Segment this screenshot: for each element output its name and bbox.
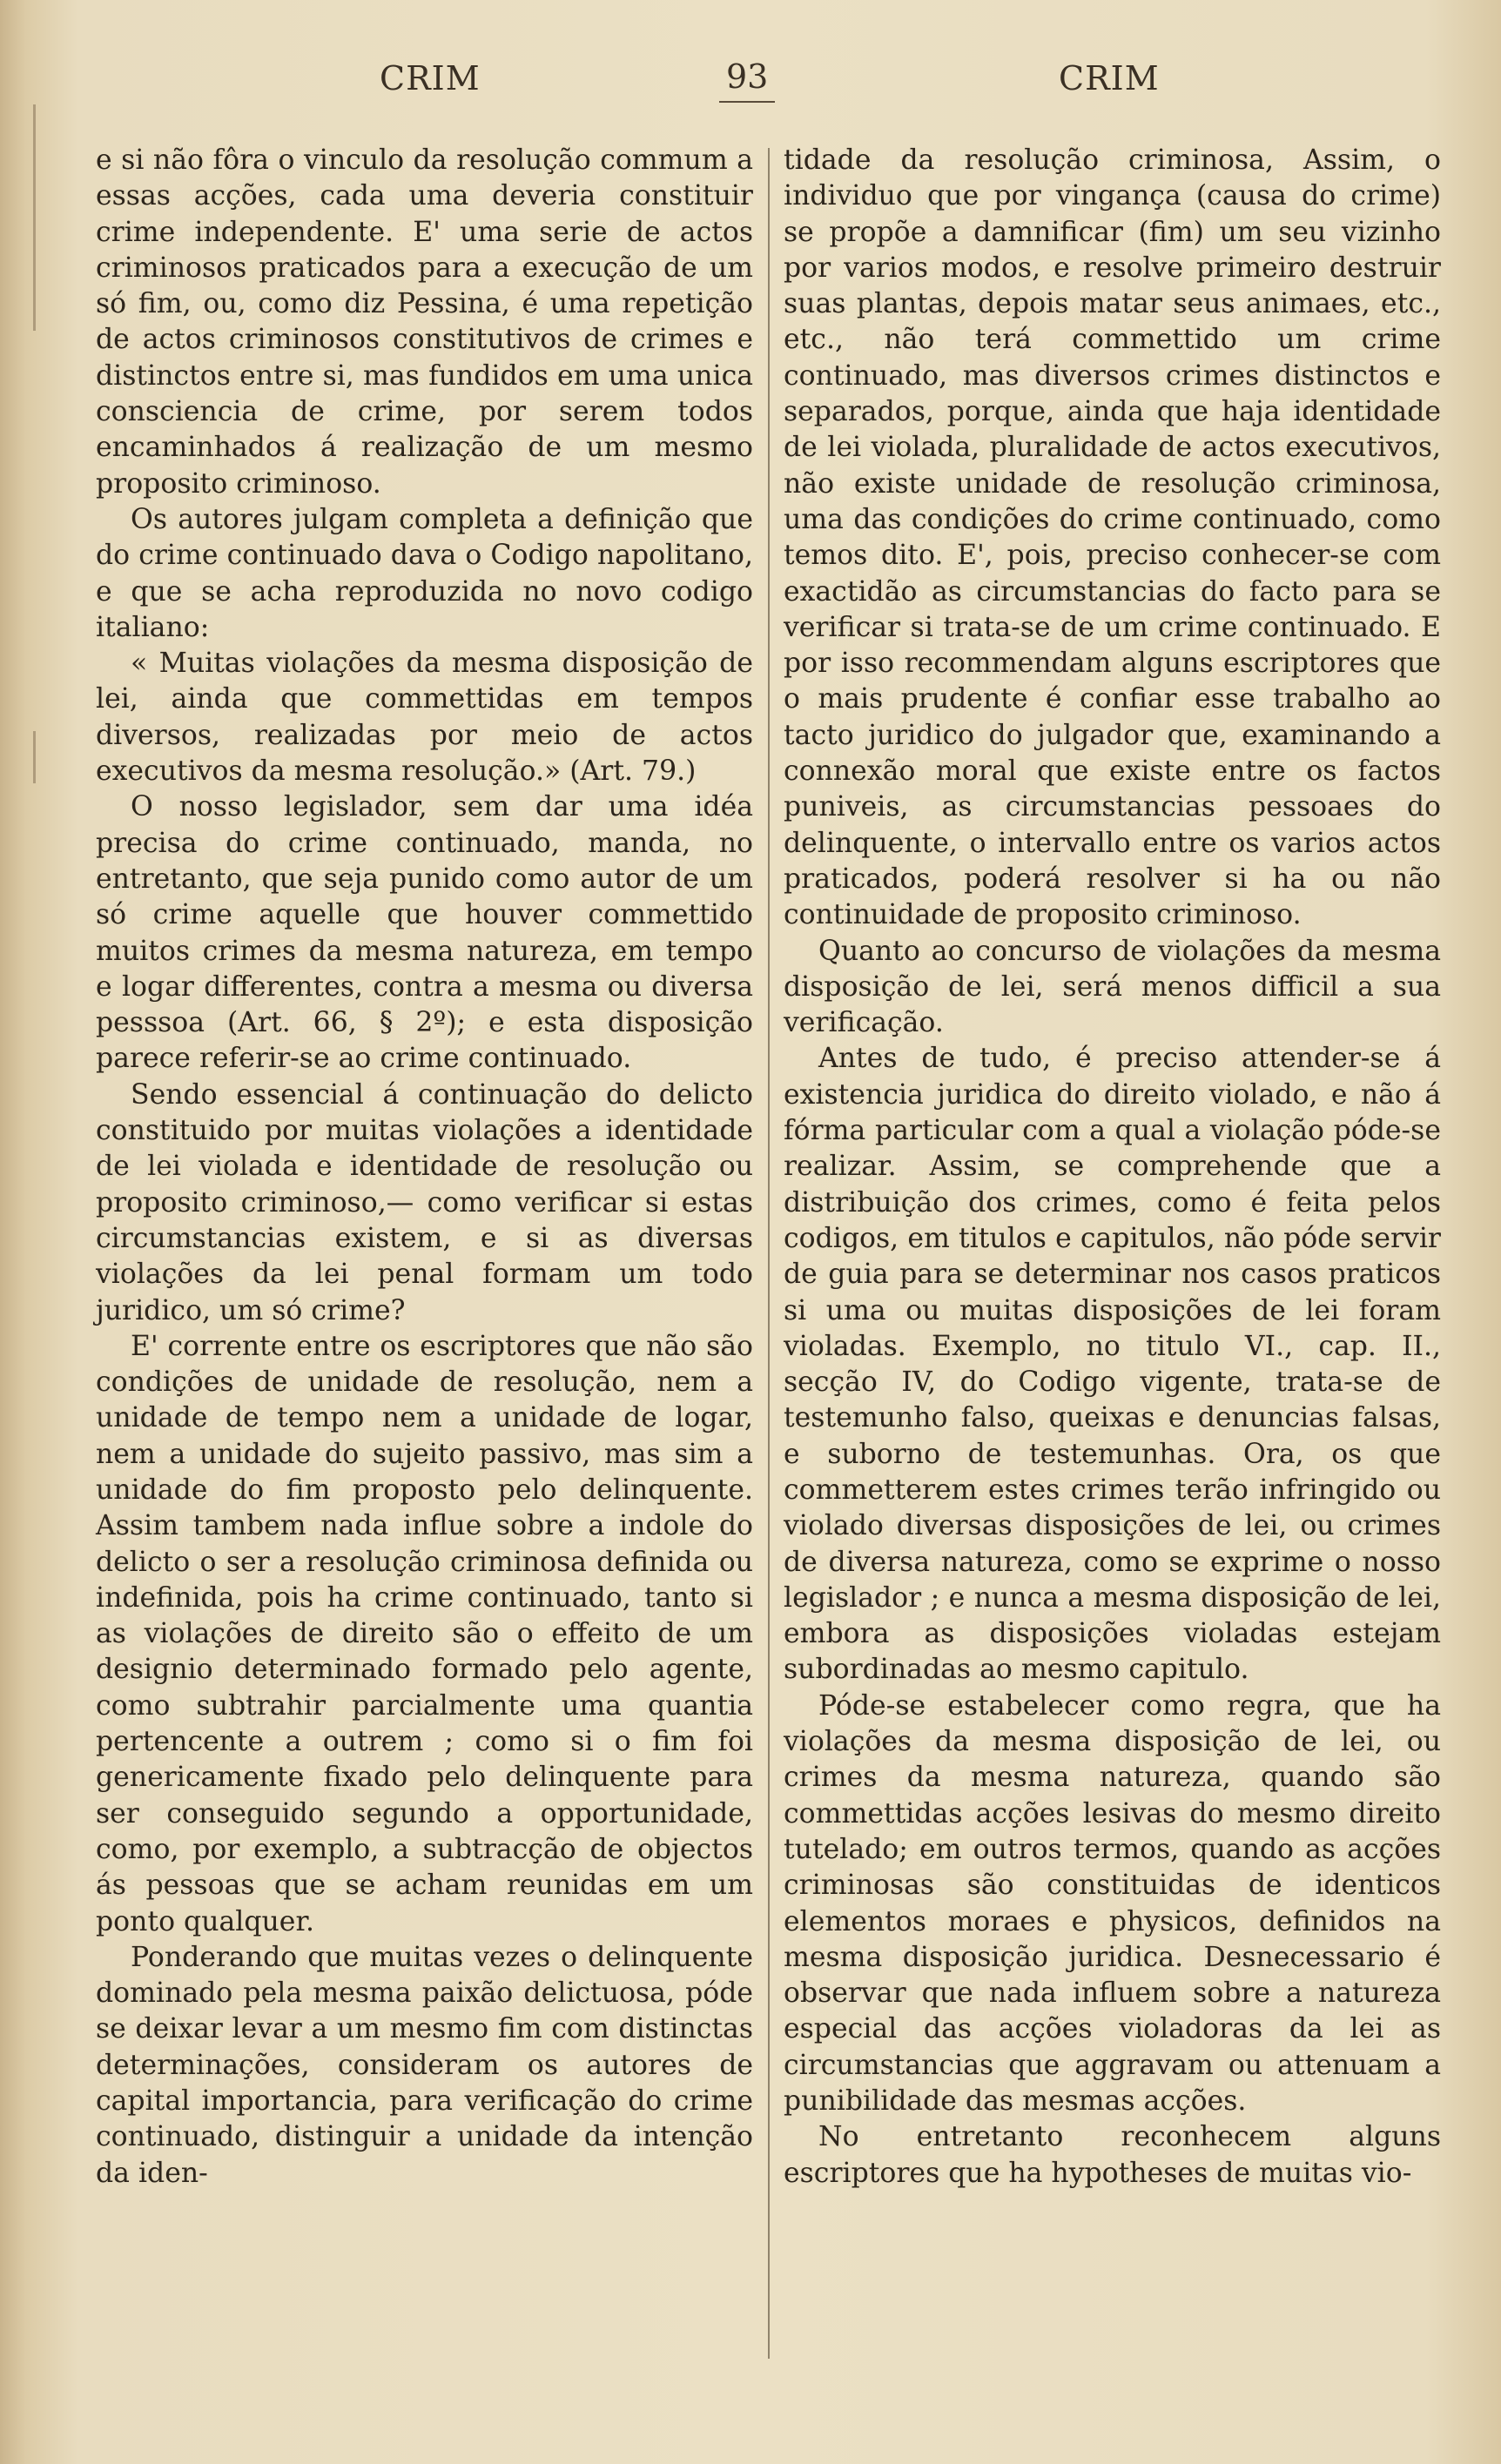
page-edge-mark: [33, 104, 36, 331]
left-column: [96, 143, 753, 2371]
running-header: [0, 54, 1501, 106]
paragraph: Ponderando que muitas vezes o delinquente dominado pela mesma paixão delictuosa, póde se deixar levar a um mesmo fim com distinctas determinações, consideram os autores de capital importancia, para verificação do crime continuado, distinguir a unidade da intenção da iden-: [96, 1941, 753, 2189]
paragraph: No entretanto reconhecem alguns escriptores que ha hypotheses de muitas vio-: [784, 2121, 1441, 2189]
right-column: [784, 143, 1441, 2371]
paragraph: « Muitas violações da mesma disposição de lei, ainda que commettidas em tempos diversos, realizadas por meio de actos executivos da mesma resolução.» (Art. 79.): [96, 648, 753, 788]
paragraph: Os autores julgam completa a definição que do crime continuado dava o Codigo napolitano, e que se acha reproduzida no novo codigo italiano:: [96, 503, 753, 643]
column-divider: [768, 148, 770, 2359]
paragraph: Póde-se estabelecer como regra, que ha violações da mesma disposição de lei, ou crimes da mesma natureza, quando são commettidas acções lesivas do mesmo direito tutelado; em outros termos, quando as acções criminosas são constituidas de identicos elementos moraes e physicos, definidos na mesma disposição juridica. Desnecessario é observar que nada influem sobre a natureza especial das acções violadoras da lei as circumstancias que aggravam ou attenuam a punibilidade das mesmas acções.: [784, 1689, 1441, 2118]
running-head-left: CRIM: [380, 59, 481, 97]
paragraph: Quanto ao concurso de violações da mesma disposição de lei, será menos difficil a sua verificação.: [784, 935, 1441, 1039]
paragraph: Antes de tudo, é preciso attender-se á existencia juridica do direito violado, e não á fórma particular com a qual a violação póde-se realizar. Assim, se comprehende que a distribuição dos crimes, como é feita pelos codigos, em titulos e capitulos, não póde servir de guia para se determinar nos casos praticos si uma ou muitas disposições de lei foram violadas. Exemplo, no titulo VI., cap. II., secção IV, do Codigo vigente, trata-se de testemunho falso, queixas e denuncias falsas, e suborno de testemunhas. Ora, os que commetterem estes crimes terão infringido ou violado diversas disposições de lei, ou crimes de diversa natureza, como se exprime o nosso legislador ; e nunca a mesma disposição de lei, embora as disposições violadas estejam subordinadas ao mesmo capitulo.: [784, 1043, 1441, 1686]
paragraph: Sendo essencial á continuação do delicto constituido por muitas violações a identidade de lei violada e identidade de resolução ou proposito criminoso,— como verificar si estas circumstancias existem, e si as diversas violações da lei penal formam um todo juridico, um só crime?: [96, 1078, 753, 1326]
running-head-right: CRIM: [1059, 59, 1160, 97]
paragraph: tidade da resolução criminosa, Assim, o individuo que por vingança (causa do crime) se propõe a damnificar (fim) um seu vizinho por varios modos, e resolve primeiro destruir suas plantas, depois matar seus animaes, etc., etc., não terá commettido um crime continuado, mas diversos crimes distinctos e separados, porque, ainda que haja identidade de lei violada, pluralidade de actos executivos, não existe unidade de resolução criminosa, uma das condições do crime continuado, como temos dito. E', pois, preciso conhecer-se com exactidão as circumstancias do facto para se verificar si trata-se de um crime continuado. E por isso recommendam alguns escriptores que o mais prudente é confiar esse trabalho ao tacto juridico do julgador que, examinando a connexão moral que existe entre os factos puniveis, as circumstancias pessoaes do delinquente, o intervallo entre os varios actos praticados, poderá resolver si ha ou não continuidade de proposito criminoso.: [784, 144, 1441, 931]
paragraph: O nosso legislador, sem dar uma idéa precisa do crime continuado, manda, no entretanto, que seja punido como autor de um só crime aquelle que houver commettido muitos crimes da mesma natureza, em tempo e logar differentes, contra a mesma ou diversa pesssoa (Art. 66, § 2º); e esta disposição parece referir-se ao crime continuado.: [96, 791, 753, 1075]
page-number: 93: [719, 57, 775, 103]
page-edge-mark: [33, 731, 36, 783]
paragraph: E' corrente entre os escriptores que não são condições de unidade de resolução, nem a unidade de tempo nem a unidade de logar, nem a unidade do sujeito passivo, mas sim a unidade do fim proposto pelo delinquente. Assim tambem nada influe sobre a indole do delicto o ser a resolução criminosa definida ou indefinida, pois ha crime continuado, tanto si as violações de direito são o effeito de um designio determinado formado pelo agente, como subtrahir parcialmente uma quantia pertencente a outrem ; como si o fim foi genericamente fixado pelo delinquente para ser conseguido segundo a opportunidade, como, por exemplo, a subtracção de objectos ás pessoas que se acham reunidas em um ponto qualquer.: [96, 1330, 753, 1937]
paragraph: e si não fôra o vinculo da resolução commum a essas acções, cada uma deveria constituir crime independente. E' uma serie de actos criminosos praticados para a execução de um só fim, ou, como diz Pessina, é uma repetição de actos criminosos constitutivos de crimes e distinctos entre si, mas fundidos em uma unica consciencia de crime, por serem todos encaminhados á realização de um mesmo proposito criminoso.: [96, 144, 753, 500]
